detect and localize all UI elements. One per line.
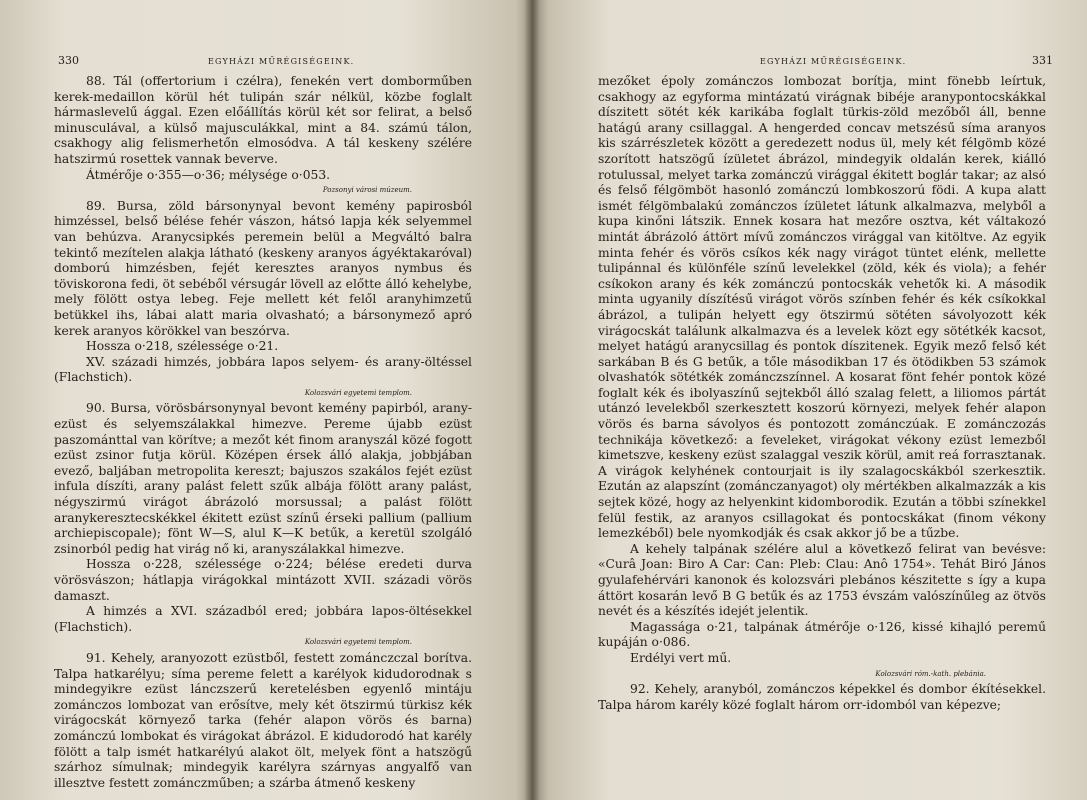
entry-89: 89. Bursa, zöld bársonynyal bevont kemény papirosból himzéssel, belső bélése fehér vászon, hátsó lapja kék selyemmel van behúzva. Aranycsipkés peremein belül a Megváltó balra tekintő mezítelen alakja látható (keskeny aranyos ágyéktakaróval) domború himzésben, fejét keresztes aranyos nymbus és töviskorona fedi, öt sebéből vérsugár lövell az előtte álló kehelybe, mely fölött ostya lebeg. Feje mellett két felől aranyhimzetű betükkel ihs, lábai alatt maria olvasható; a bársonymező apró kerek aranyos körökkel van beszórva. [54,198,472,338]
entry-91-continued: mezőket époly zománczos lombozat borítja, mint fönebb leírtuk, csakhogy az egyforma mintázatú virágnak bibéje aranypontocskákkal díszitett sötét kék karikába foglalt türkis-zöld mezőből áll, benne hatágú arany csillaggal. A hengerded concav metszésű síma aranyos kis szárrészletek között a geredezett nodus ül, mely két félgömb közé szorított hatszögű ízületet ábrázol, mindegyik oldalán kerek, kiálló rotulussal, melyet tarka zománczú virággal ékitett boglár takar; az alsó és felső félgömböt hasonló zománczú lombkoszorú födi. A kupa alatt ismét félgömbalakú zománczos ízületet látunk alkalmazva, melyből a kupa kinőni látszik. Ennek kosara hat mezőre osztva, két váltakozó mintát ábrázoló áttört mívű zománczos virággal van kitöltve. Az egyik minta fehér és vörös csíkos kék nagy virágot tüntet elénk, mellette tulipánnal és különféle színű levelekkel (zöld, kék és viola); a fehér csíkokon arany és kék zománczú pontocskák vehetők ki. A második minta ugyanily díszítésű virágot vörös színben fehér és kék csíkokkal ábrázol, a tulipán helyett egy ötszirmú sötéten sávolyozott kék virágocskát találunk alkalmazva és a levelek közt egy sötétkék kacsot, melyet hatágú aranycsillag és pontok díszitenek. Egyik mező felső két sarkában B és G betűk, a tőle másodikban 17 és ötödikben 53 számok olvashatók sötétkék zománczszínnel. A kosarat fönt fehér pontok közé foglalt kék és ibolyaszínű sejtekből álló szalag felett, a liliomos pártát utánzó levelekből szerkesztett koszorú környezi, melyek fehér alapon vörös és barna sávolyos és pontozott zománczúak. E zománczozás technikája következő: a feveleket, virágokat vékony ezüst lemezből kimetszve, keskeny ezüst szalaggal veszik körül, amit reá forrasztanak. A virágok kelyhének contourjait is ily szalagocskákból szerkesztik. Ezután az alapszínt (zománczanyagot) oly mértékben alkalmazzák a kis sejtek közé, hogy az helyenkint kidomborodik. Ezután a többi színekkel felül festik, az aranyos csillagokat és pontocskákat (finom vékony lemezkéből) bele nyomkodják és csak akkor jő be a tűzbe. [598,74,1046,541]
left-page [0,0,532,800]
entry-89-dimensions: Hossza o·218, szélessége o·21. [86,339,279,354]
entry-91: 91. Kehely, aranyozott ezüstből, festett zománczczal borítva. Talpa hatkarélyu; síma pereme felett a karélyok kidudorodnak s mindegyikre ezüst lánczszerű keretelésben egyenlő mintáju zománczos lombozat van erősítve, mely két ötszirmú türkisz kék virágocskát környező tarka (fehér alapon vörös és barna) zománczú lombokat és virágokat ábrázol. E kidudorodó hat karély fölött a talp ismét hatkarélyú alakot ölt, melyek fönt a hatszögű szárhoz símulnak; mindegyik karélyra szárnyas angyalfő van illesztve festett zománczműben; a szárba átmenő keskeny [54,650,472,790]
entry-89-note: XV. századi himzés, jobbára lapos selyem- és arany-öltéssel (Flachstich). [54,354,472,385]
entry-88: 88. Tál (offertorium i czélra), fenekén vert domborműben kerek-medaillon körül hét tulipán szár nélkül, közbe foglalt hármaslevelű ággal. Ezen előállítás körül két sor felirat, a belső minusculával, a külső majusculákkal, mint a 84. számú tálon, csakhogy alig felismerhetőn elmosódva. A tál keskeny szélére hatszirmú rosettek vannak beverve. [54,74,472,166]
source-note: Pozsonyi városi múzeum. [322,186,412,195]
right-page-text [598,74,1046,713]
entry-92: 92. Kehely, aranyból, zománczos képekkel és dombor ékítésekkel. Talpa három karély közé foglalt három orr-idomból van képezve; [598,682,1046,712]
entry-91-origin: Erdélyi vert mű. [630,650,732,665]
entry-91-inscription: A kehely talpának szélére alul a következő felirat van bevésve: «Curâ Joan: Biro A Car: Can: Pleb: Clau: Anô 1754». Tehát Biró János gyulafehérvári kanonok és kolozsvári plebános készitette s így a kupa áttört kosarán levő B G betűk és az 1753 évszám valószínűleg az ötvös nevét és a készítés idejét jelentik. [598,541,1046,619]
book-gutter-shadow [524,0,540,800]
page-number: 331 [1032,54,1053,67]
source-note: Kolozsvári róm.-kath. plebánia. [875,669,986,678]
source-note: Kolozsvári egyetemi templom. [304,388,412,397]
left-page-text [54,74,472,791]
entry-91-dimensions: Magassága o·21, talpának átmérője o·126, kissé kihajló peremű kupáján o·086. [598,619,1046,650]
running-head: EGYHÁZI MŰRÉGISÉGEINK. [208,57,355,66]
page-number: 330 [58,54,79,67]
right-page [532,0,1087,800]
running-head: EGYHÁZI MŰRÉGISÉGEINK. [760,57,907,66]
entry-90-note: A himzés a XVI. századból ered; jobbára lapos-öltésekkel (Flachstich). [54,604,472,634]
entry-90: 90. Bursa, vörösbársonynyal bevont kemény papirból, arany-ezüst és selyemszálakkal himezve. Pereme újabb ezüst paszománttal van körítve; a mezőt két finom aranyszál közé fogott ezüst zsinor futja körül. Középen érsek álló alakja, jobbjában evező, baljában metropolita kereszt; bajuszos szakálos fejét ezüst infula díszíti, arany palást felett szűk albája fölött arany palást, négyszirmú virágot ábrázoló morsussal; a palást fölött aranykeresztecskékkel ékitett ezüst színű érseki pallium (pallium archiepiscopale); fönt W—S, alul K—K betűk, a keretül szolgáló zsinorból pedig hat virág nő ki, aranyszálakkal himezve. [54,401,472,556]
entry-88-dimensions: Átmérője o·355—o·36; mélysége o·053. [86,167,331,182]
entry-90-dimensions: Hossza o·228, szélessége o·224; bélése eredeti durva vörösvászon; hátlapja virágokkal mintázott XVII. századi vörös damaszt. [54,557,472,603]
source-note: Kolozsvári egyetemi templom. [304,638,412,647]
